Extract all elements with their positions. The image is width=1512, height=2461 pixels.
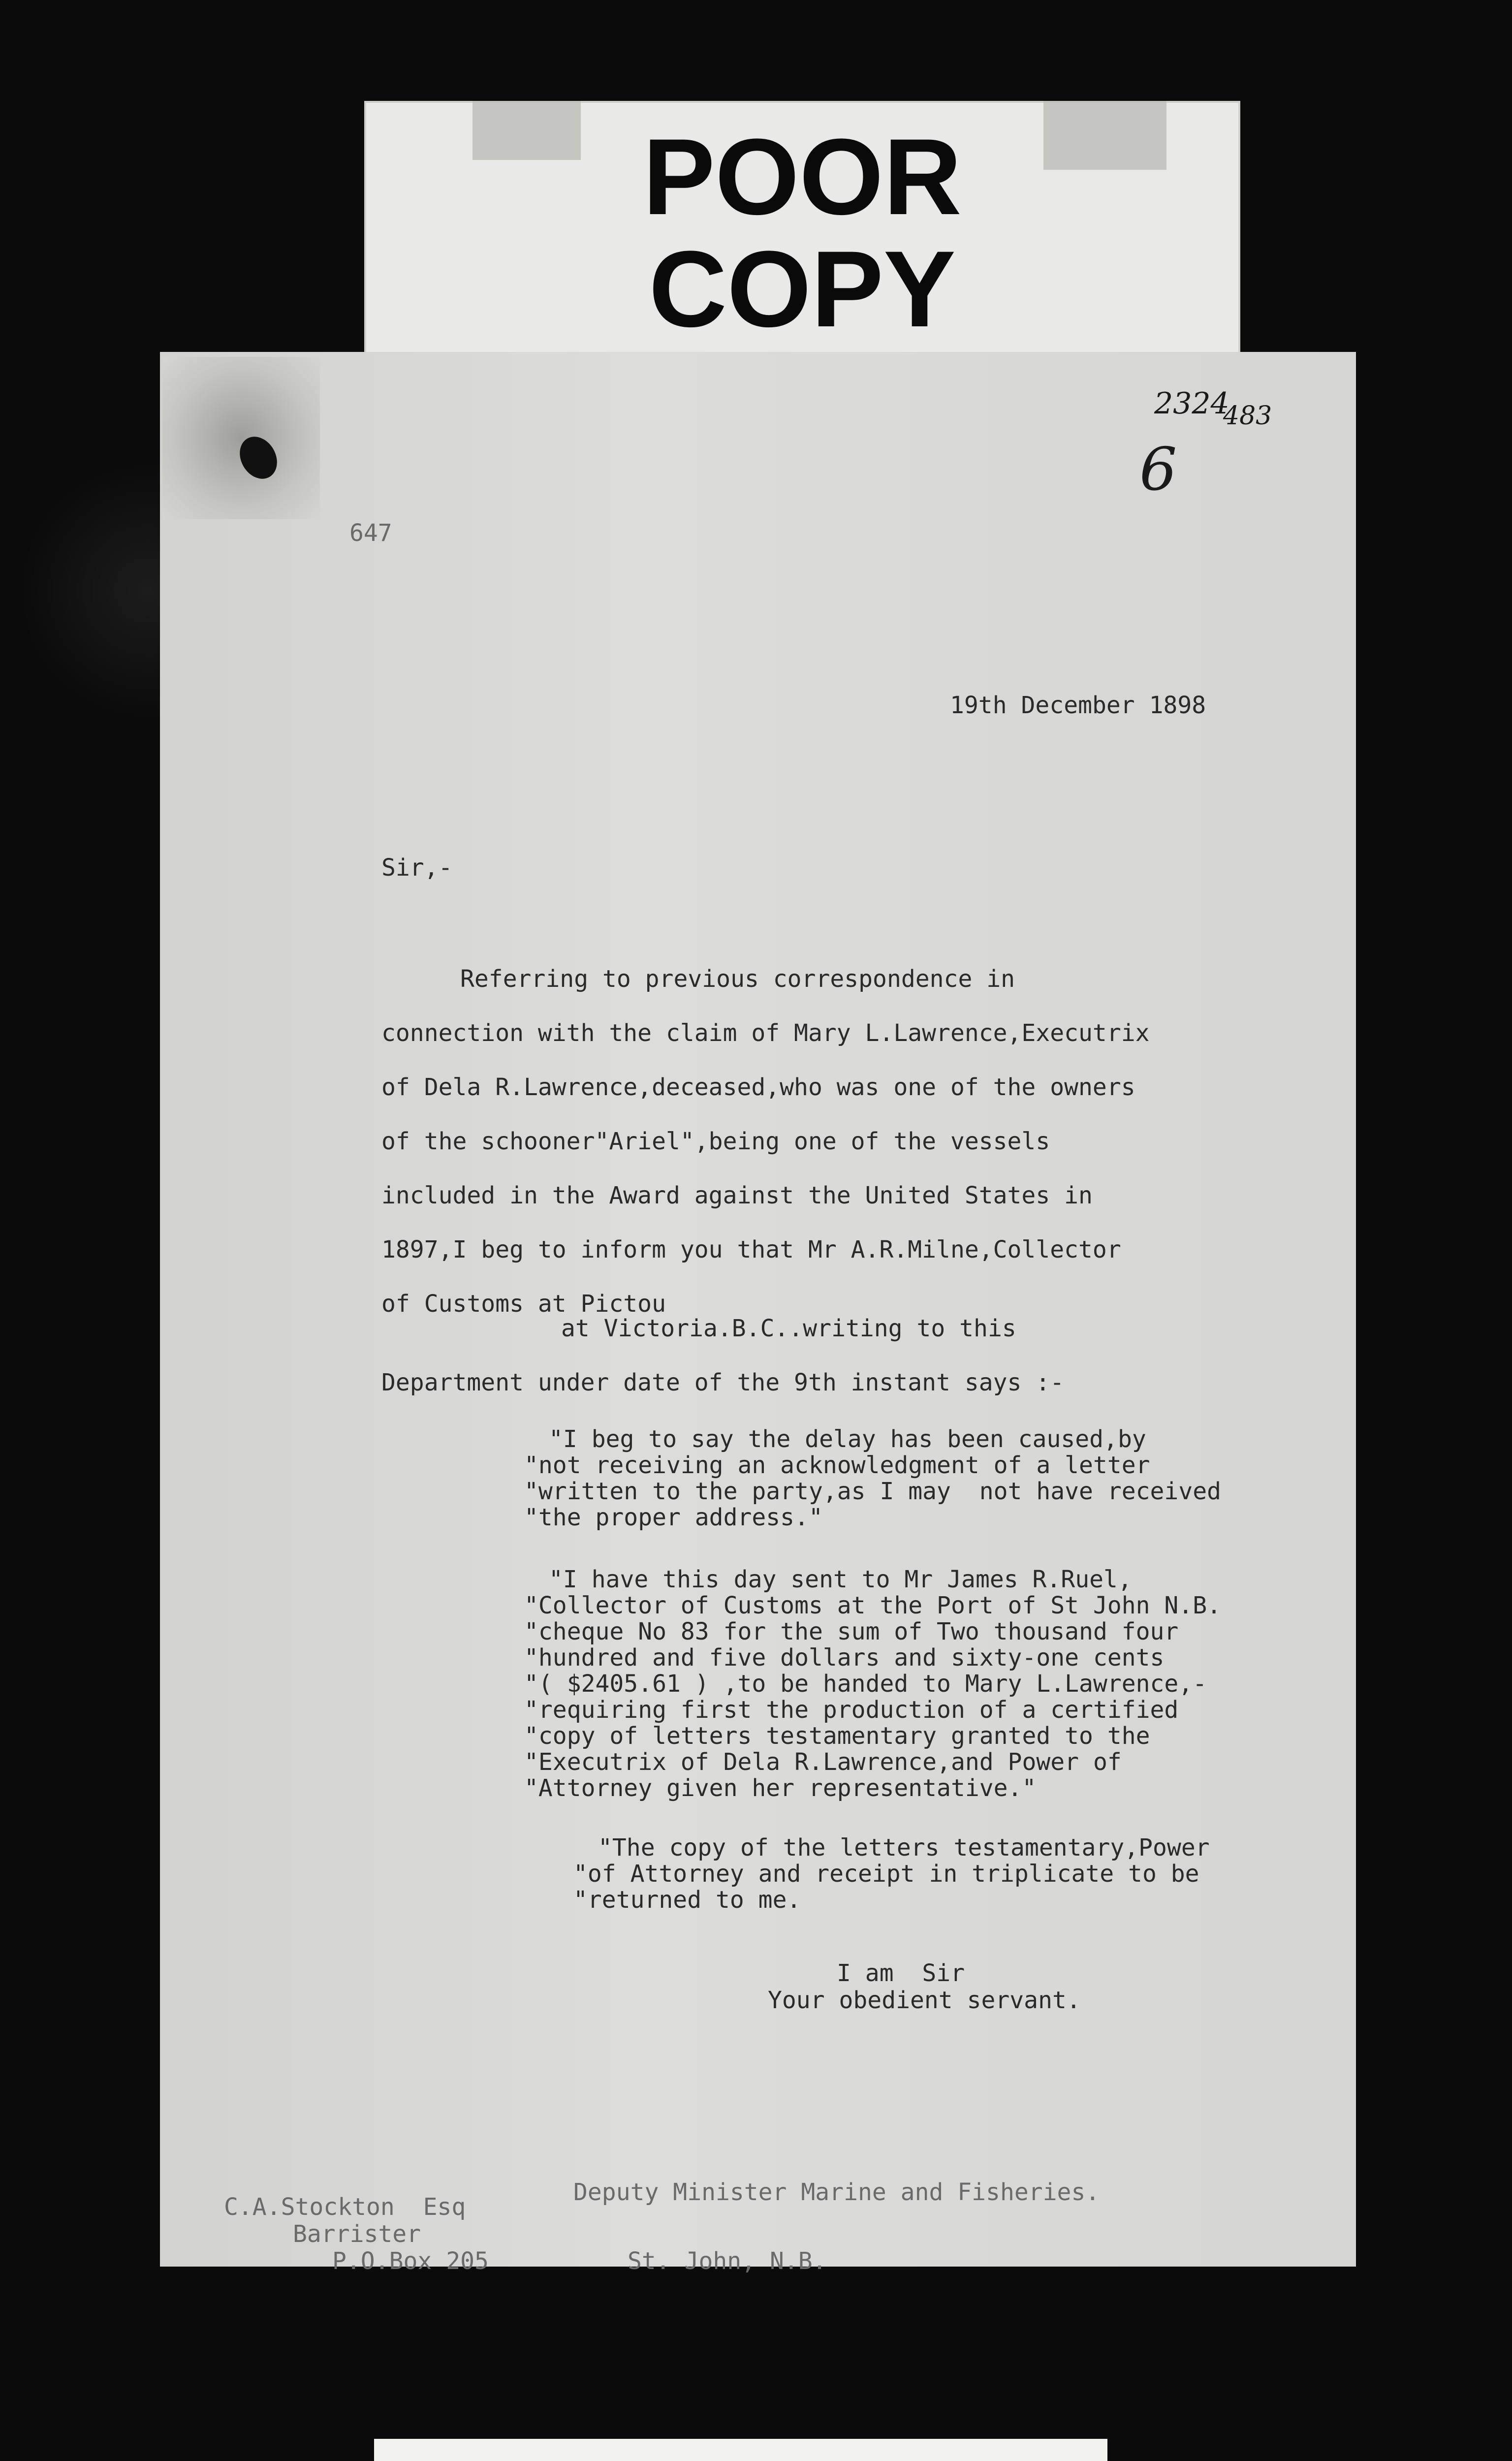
- faint-letterhead-bleed: [308, 475, 947, 544]
- quote-line: "( $2405.61 ) ,to be handed to Mary L.Lawrence,-: [524, 1670, 1207, 1698]
- closing-line: Your obedient servant.: [768, 1987, 1081, 2014]
- addressee-place: St. John, N.B.: [628, 2247, 827, 2275]
- poor-copy-line2: COPY: [649, 228, 956, 349]
- quote-line: "I beg to say the delay has been caused,by: [549, 1425, 1146, 1453]
- quote-line: "Attorney given her representative.": [524, 1774, 1037, 1802]
- paragraph-line: of Customs at Pictou: [381, 1290, 666, 1318]
- quote-line: "written to the party,as I may not have received: [524, 1478, 1222, 1505]
- quote-line: "The copy of the letters testamentary,Power: [598, 1834, 1210, 1862]
- letter-page: [160, 352, 1356, 2275]
- page-number: 647: [349, 519, 392, 547]
- quote-line: "copy of letters testamentary granted to the: [524, 1722, 1150, 1750]
- poor-copy-line1: POOR: [643, 116, 962, 237]
- signature-title: Deputy Minister Marine and Fisheries.: [573, 2178, 1100, 2206]
- file-reference-strip: [374, 2439, 1107, 2461]
- paragraph-line: Referring to previous correspondence in: [460, 965, 1015, 993]
- paragraph-line: of the schooner"Ariel",being one of the vessels: [381, 1128, 1050, 1155]
- quote-line: "hundred and five dollars and sixty-one cents: [524, 1644, 1165, 1672]
- correction-line: at Victoria.B.C..writing to this: [561, 1315, 1016, 1342]
- punch-stain: [162, 357, 320, 519]
- punch-hole: [232, 430, 284, 486]
- handwritten-file-number: 2324: [1154, 386, 1229, 421]
- addressee-line: C.A.Stockton Esq: [224, 2193, 466, 2221]
- paragraph-line: connection with the claim of Mary L.Lawrence,Executrix: [381, 1019, 1150, 1047]
- quote-line: "not receiving an acknowledgment of a letter: [524, 1451, 1150, 1479]
- quote-line: "cheque No 83 for the sum of Two thousand four: [524, 1618, 1179, 1645]
- poor-copy-text: [364, 116, 1240, 349]
- addressee-line: Barrister: [293, 2220, 421, 2248]
- poor-copy-label: [364, 101, 1240, 367]
- quote-line: "requiring first the production of a certified: [524, 1696, 1179, 1724]
- quote-line: "the proper address.": [524, 1504, 823, 1531]
- handwritten-folio-number: 483: [1223, 401, 1272, 431]
- paragraph-line: Department under date of the 9th instant says :-: [381, 1369, 1065, 1396]
- paragraph-line: of Dela R.Lawrence,deceased,who was one of the owners: [381, 1073, 1135, 1101]
- paragraph-line: 1897,I beg to inform you that Mr A.R.Milne,Collector: [381, 1236, 1121, 1263]
- quote-line: "I have this day sent to Mr James R.Ruel,: [549, 1566, 1132, 1593]
- quote-line: "Collector of Customs at the Port of St John N.B.: [524, 1592, 1222, 1619]
- handwritten-mark: 6: [1139, 436, 1177, 504]
- letter-date: 19th December 1898: [950, 692, 1206, 719]
- quote-line: "of Attorney and receipt in triplicate to be: [573, 1860, 1199, 1888]
- salutation: Sir,-: [381, 854, 453, 882]
- paragraph-line: included in the Award against the United States in: [381, 1182, 1093, 1209]
- addressee-line: P.O.Box 205: [332, 2247, 489, 2275]
- closing-line: I am Sir: [837, 1959, 965, 1987]
- quote-line: "returned to me.: [573, 1886, 801, 1914]
- quote-line: "Executrix of Dela R.Lawrence,and Power of: [524, 1748, 1122, 1776]
